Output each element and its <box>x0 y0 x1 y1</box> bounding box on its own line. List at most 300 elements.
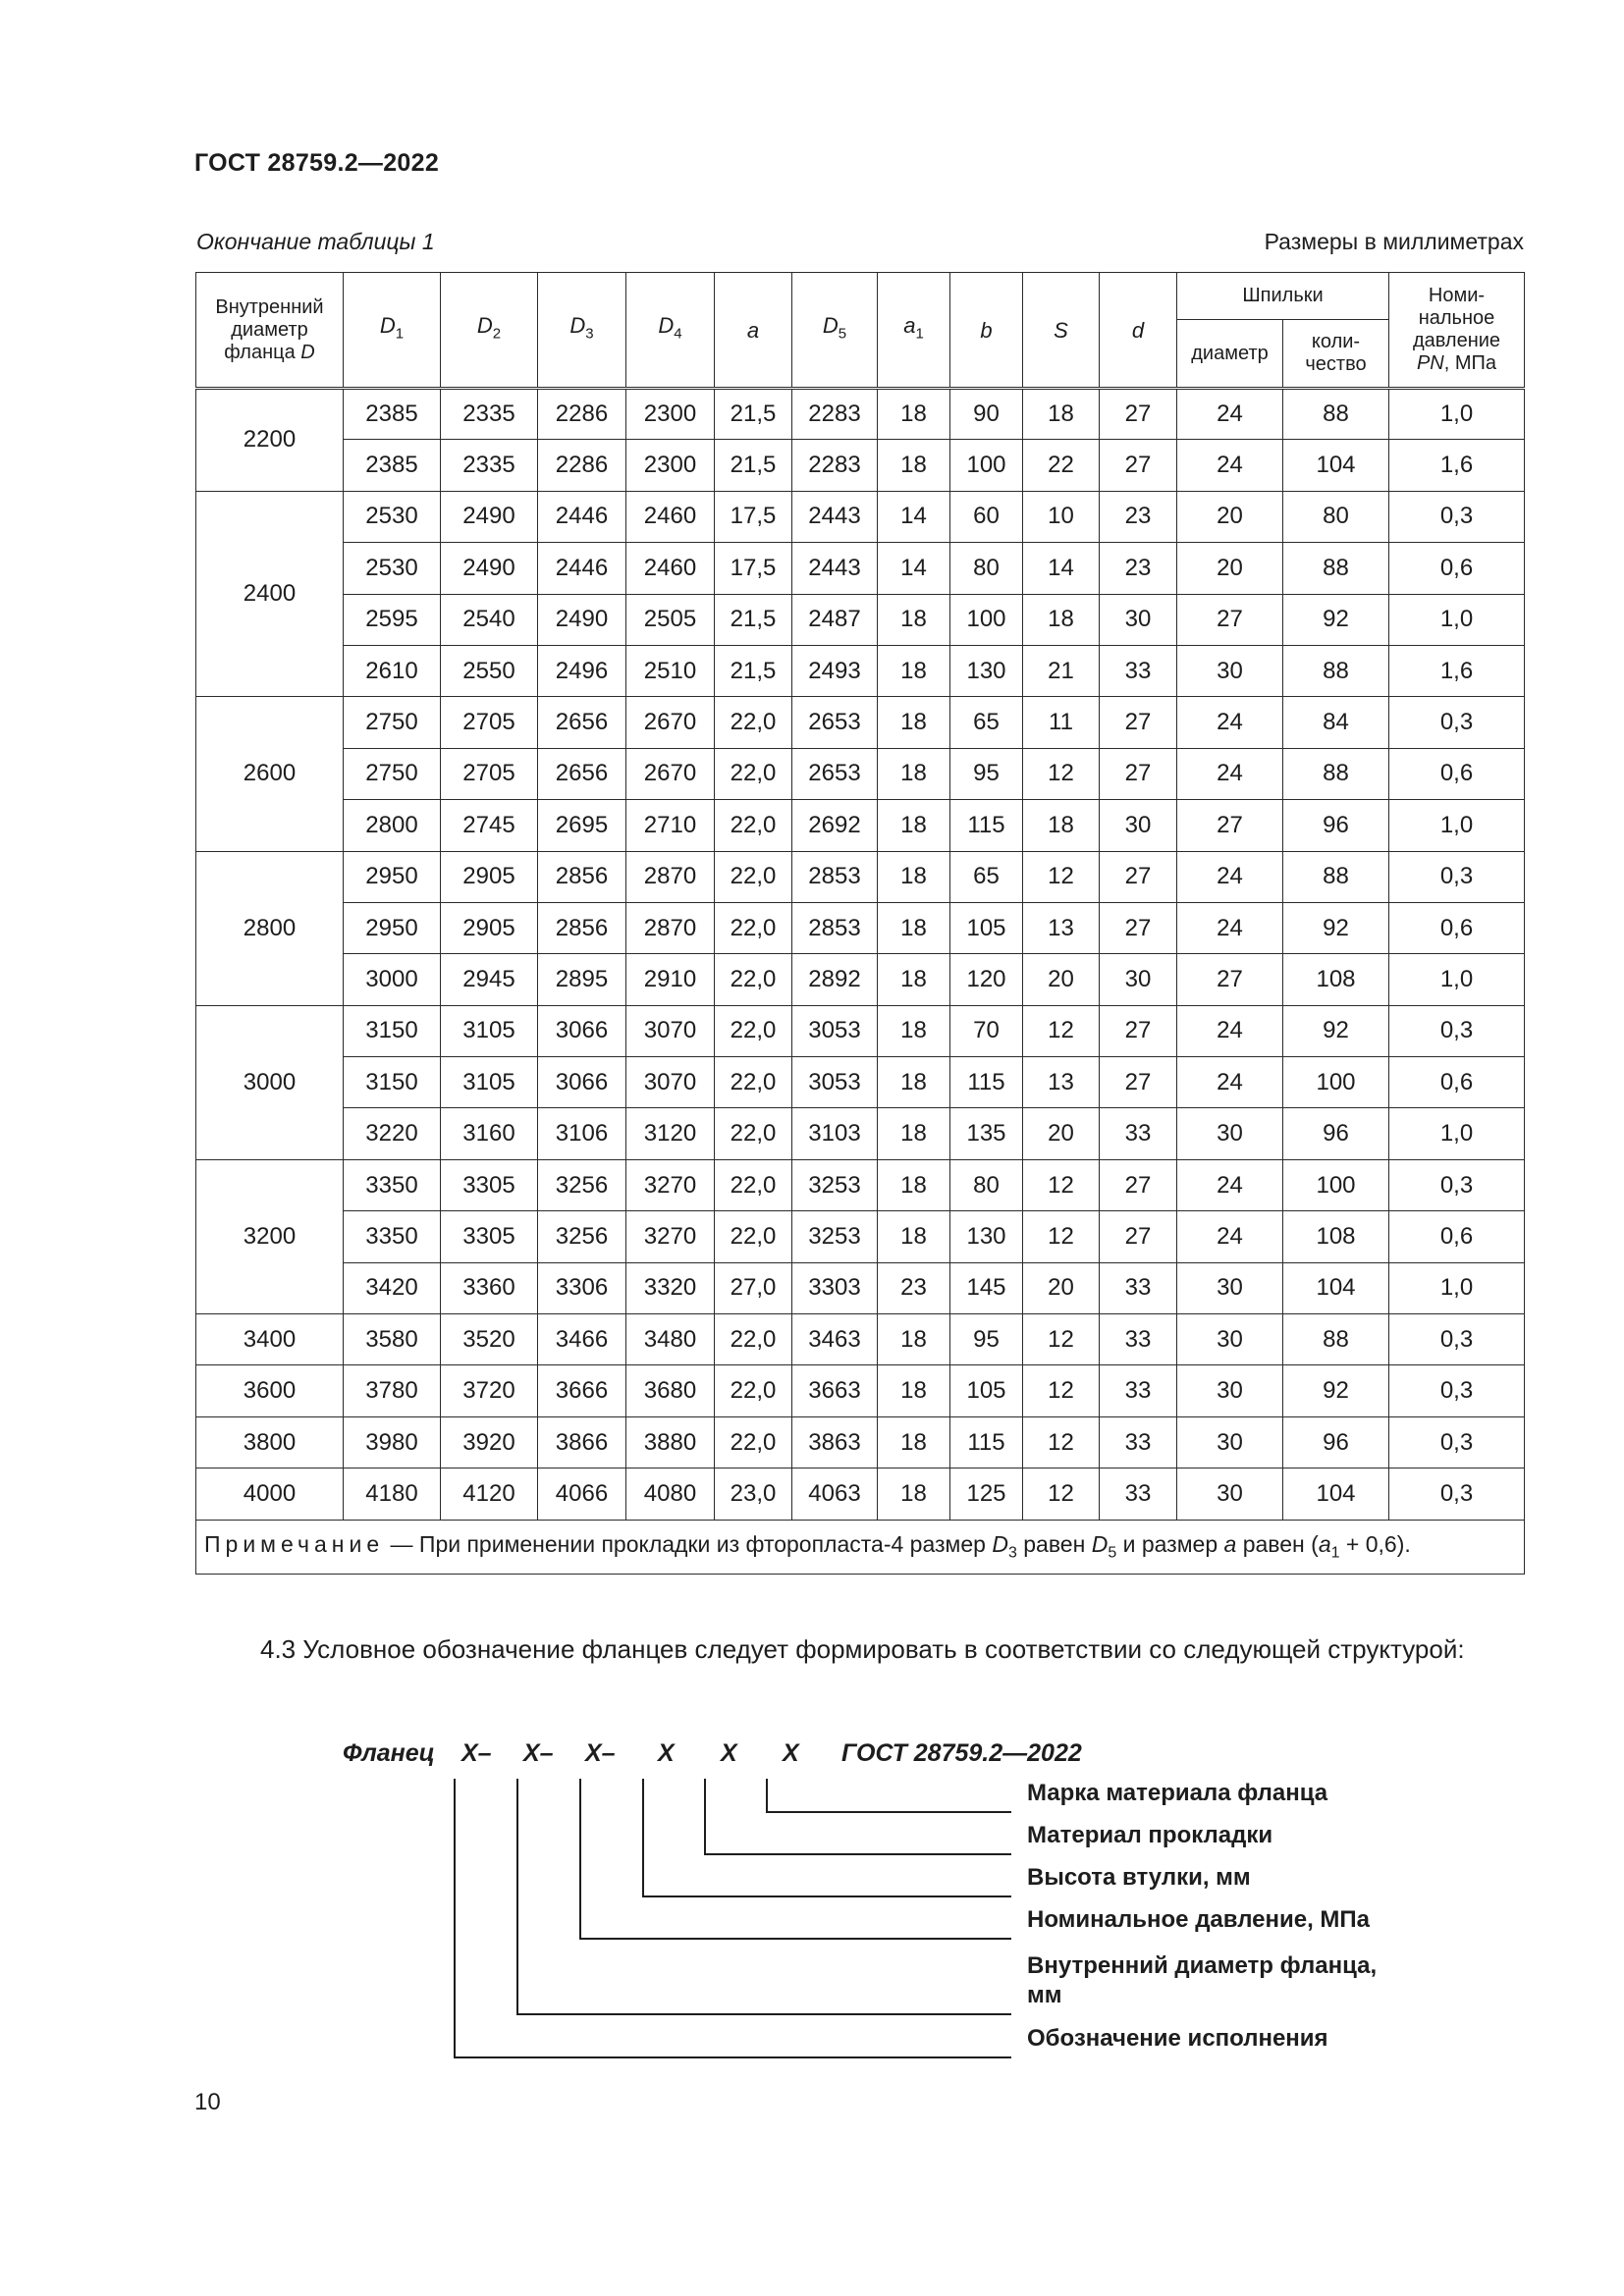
table-cell: 11 <box>1023 697 1100 748</box>
table-cell: 2283 <box>792 440 878 491</box>
table-cell: 30 <box>1100 800 1177 851</box>
table-cell: 1,0 <box>1389 389 1525 440</box>
table-cell: 27,0 <box>715 1262 792 1313</box>
table-cell: 18 <box>878 440 950 491</box>
table-continuation-caption: Окончание таблицы 1 <box>196 229 435 254</box>
table-cell: 1,0 <box>1389 1108 1525 1159</box>
table-cell: 27 <box>1100 851 1177 902</box>
table-cell: 3256 <box>538 1211 626 1262</box>
row-group-inner-diameter: 2400 <box>196 491 344 697</box>
table-cell: 12 <box>1023 1468 1100 1520</box>
table-cell: 2490 <box>441 491 538 542</box>
table-cell: 3105 <box>441 1057 538 1108</box>
table-cell: 24 <box>1177 1211 1283 1262</box>
table-cell: 2892 <box>792 954 878 1005</box>
table-cell: 23 <box>878 1262 950 1313</box>
table-cell: 2335 <box>441 389 538 440</box>
table-cell: 22 <box>1023 440 1100 491</box>
table-cell: 3663 <box>792 1365 878 1416</box>
table-cell: 3053 <box>792 1057 878 1108</box>
table-cell: 60 <box>950 491 1023 542</box>
table-cell: 2443 <box>792 543 878 594</box>
table-cell: 2493 <box>792 645 878 696</box>
table-cell: 2540 <box>441 594 538 645</box>
table-cell: 2853 <box>792 851 878 902</box>
table-cell: 22,0 <box>715 1057 792 1108</box>
table-cell: 3150 <box>344 1005 441 1056</box>
table-cell: 18 <box>878 1159 950 1210</box>
table-cell: 30 <box>1177 645 1283 696</box>
table-cell: 3920 <box>441 1416 538 1468</box>
table-cell: 3306 <box>538 1262 626 1313</box>
table-cell: 3863 <box>792 1416 878 1468</box>
table-cell: 33 <box>1100 1416 1177 1468</box>
table-cell: 3866 <box>538 1416 626 1468</box>
table-cell: 3105 <box>441 1005 538 1056</box>
table-cell: 88 <box>1283 1314 1389 1365</box>
table-cell: 70 <box>950 1005 1023 1056</box>
label-nominal-pressure: Номинальное давление, МПа <box>1027 1906 1371 1933</box>
table-cell: 104 <box>1283 1262 1389 1313</box>
label-hub-height: Высота втулки, мм <box>1027 1864 1251 1891</box>
table-cell: 23,0 <box>715 1468 792 1520</box>
table-cell: 3463 <box>792 1314 878 1365</box>
table-cell: 0,3 <box>1389 1159 1525 1210</box>
row-group-inner-diameter: 3200 <box>196 1159 344 1313</box>
table-cell: 1,0 <box>1389 954 1525 1005</box>
table-cell: 18 <box>878 1211 950 1262</box>
table-cell: 2460 <box>626 543 715 594</box>
table-cell: 95 <box>950 1314 1023 1365</box>
table-cell: 18 <box>878 1416 950 1468</box>
table-cell: 1,0 <box>1389 1262 1525 1313</box>
table-cell: 2950 <box>344 851 441 902</box>
table-cell: 0,3 <box>1389 697 1525 748</box>
table-cell: 0,3 <box>1389 1005 1525 1056</box>
header-inner-diameter: Внутренний диаметр фланца D <box>196 273 344 389</box>
table-cell: 24 <box>1177 1159 1283 1210</box>
designation-part-4: X <box>658 1739 675 1767</box>
table-cell: 2710 <box>626 800 715 851</box>
document-code: ГОСТ 28759.2—2022 <box>194 149 440 177</box>
table-cell: 33 <box>1100 1108 1177 1159</box>
table-cell: 95 <box>950 748 1023 799</box>
table-cell: 2870 <box>626 902 715 953</box>
table-cell: 88 <box>1283 389 1389 440</box>
table-cell: 2505 <box>626 594 715 645</box>
table-cell: 2705 <box>441 748 538 799</box>
row-group-inner-diameter: 2200 <box>196 389 344 492</box>
label-gasket-material: Материал прокладки <box>1027 1822 1273 1848</box>
table-cell: 3466 <box>538 1314 626 1365</box>
label-inner-diameter: Внутренний диаметр фланца, <box>1027 1952 1378 1979</box>
table-cell: 3120 <box>626 1108 715 1159</box>
table-cell: 2670 <box>626 748 715 799</box>
label-flange-material: Марка материала фланца <box>1027 1780 1328 1806</box>
table-cell: 3580 <box>344 1314 441 1365</box>
table-cell: 27 <box>1100 1159 1177 1210</box>
table-cell: 18 <box>878 389 950 440</box>
table-cell: 24 <box>1177 1057 1283 1108</box>
table-cell: 92 <box>1283 1005 1389 1056</box>
table-cell: 4120 <box>441 1468 538 1520</box>
table-cell: 18 <box>878 902 950 953</box>
table-cell: 27 <box>1177 954 1283 1005</box>
table-cell: 24 <box>1177 389 1283 440</box>
table-cell: 2490 <box>441 543 538 594</box>
table-cell: 18 <box>878 1314 950 1365</box>
table-cell: 104 <box>1283 1468 1389 1520</box>
table-cell: 2656 <box>538 748 626 799</box>
table-cell: 90 <box>950 389 1023 440</box>
table-cell: 80 <box>950 1159 1023 1210</box>
table-cell: 2653 <box>792 748 878 799</box>
table-cell: 27 <box>1100 748 1177 799</box>
table-cell: 0,6 <box>1389 748 1525 799</box>
table-cell: 18 <box>878 697 950 748</box>
table-cell: 20 <box>1023 954 1100 1005</box>
header-d4: $D_4$ <box>626 273 715 389</box>
table-cell: 12 <box>1023 1365 1100 1416</box>
table-cell: 2550 <box>441 645 538 696</box>
row-group-inner-diameter: 3800 <box>196 1416 344 1468</box>
table-cell: 2446 <box>538 543 626 594</box>
table-cell: 24 <box>1177 902 1283 953</box>
table-cell: 0,3 <box>1389 1468 1525 1520</box>
table-cell: 27 <box>1100 1057 1177 1108</box>
table-cell: 4066 <box>538 1468 626 1520</box>
table-cell: 3780 <box>344 1365 441 1416</box>
table-cell: 2510 <box>626 645 715 696</box>
table-cell: 30 <box>1177 1365 1283 1416</box>
table-cell: 2530 <box>344 543 441 594</box>
header-d3: $D_3$ <box>538 273 626 389</box>
table-cell: 2692 <box>792 800 878 851</box>
table-cell: 2750 <box>344 697 441 748</box>
table-cell: 12 <box>1023 748 1100 799</box>
table-cell: 30 <box>1100 954 1177 1005</box>
table-cell: 27 <box>1177 800 1283 851</box>
designation-part-2: X– <box>523 1739 554 1767</box>
header-a: a <box>715 273 792 389</box>
row-group-inner-diameter: 4000 <box>196 1468 344 1520</box>
table-cell: 2800 <box>344 800 441 851</box>
table-cell: 18 <box>878 594 950 645</box>
table-cell: 3220 <box>344 1108 441 1159</box>
table-cell: 3666 <box>538 1365 626 1416</box>
header-d: d <box>1100 273 1177 389</box>
row-group-inner-diameter: 2600 <box>196 697 344 851</box>
table-cell: 20 <box>1177 543 1283 594</box>
table-cell: 2385 <box>344 389 441 440</box>
table-cell: 18 <box>878 800 950 851</box>
table-cell: 3360 <box>441 1262 538 1313</box>
designation-paragraph: 4.3 Условное обозначение фланцев следует формировать в соответствии со следующей структурой: <box>260 1634 1465 1664</box>
table-cell: 22,0 <box>715 1416 792 1468</box>
table-cell: 88 <box>1283 851 1389 902</box>
table-cell: 2656 <box>538 697 626 748</box>
table-cell: 2945 <box>441 954 538 1005</box>
table-cell: 18 <box>878 1057 950 1108</box>
table-cell: 21,5 <box>715 645 792 696</box>
table-cell: 22,0 <box>715 1159 792 1210</box>
table-cell: 2283 <box>792 389 878 440</box>
table-cell: 17,5 <box>715 543 792 594</box>
table-cell: 2870 <box>626 851 715 902</box>
table-cell: 3053 <box>792 1005 878 1056</box>
table-cell: 20 <box>1177 491 1283 542</box>
table-cell: 0,6 <box>1389 1057 1525 1108</box>
table-cell: 3066 <box>538 1005 626 1056</box>
table-cell: 100 <box>950 594 1023 645</box>
table-cell: 2895 <box>538 954 626 1005</box>
table-cell: 2905 <box>441 902 538 953</box>
table-cell: 0,3 <box>1389 1365 1525 1416</box>
table-cell: 33 <box>1100 645 1177 696</box>
table-cell: 12 <box>1023 1211 1100 1262</box>
table-cell: 4180 <box>344 1468 441 1520</box>
table-cell: 125 <box>950 1468 1023 1520</box>
table-cell: 2610 <box>344 645 441 696</box>
table-cell: 14 <box>878 543 950 594</box>
table-cell: 22,0 <box>715 1211 792 1262</box>
table-cell: 20 <box>1023 1108 1100 1159</box>
table-cell: 10 <box>1023 491 1100 542</box>
table-cell: 3980 <box>344 1416 441 1468</box>
table-cell: 24 <box>1177 697 1283 748</box>
table-cell: 12 <box>1023 1314 1100 1365</box>
designation-part-1: X– <box>461 1739 492 1767</box>
table-cell: 27 <box>1100 697 1177 748</box>
table-cell: 2653 <box>792 697 878 748</box>
table-cell: 1,6 <box>1389 645 1525 696</box>
table-cell: 2496 <box>538 645 626 696</box>
table-cell: 0,3 <box>1389 1314 1525 1365</box>
table-cell: 80 <box>950 543 1023 594</box>
table-cell: 2670 <box>626 697 715 748</box>
table-cell: 108 <box>1283 954 1389 1005</box>
table-cell: 2856 <box>538 851 626 902</box>
designation-part-6: X <box>783 1739 799 1767</box>
table-cell: 3350 <box>344 1211 441 1262</box>
table-cell: 3520 <box>441 1314 538 1365</box>
table-cell: 18 <box>878 1108 950 1159</box>
table-note: Примечание — При применении прокладки из фторопласта-4 размер $D_3$ равен $D_5$ и размер a равен $(a_1 + 0,6)$. <box>196 1520 1525 1575</box>
table-cell: 3305 <box>441 1159 538 1210</box>
table-cell: 3066 <box>538 1057 626 1108</box>
table-cell: 18 <box>878 851 950 902</box>
table-cell: 96 <box>1283 1416 1389 1468</box>
table-cell: 105 <box>950 1365 1023 1416</box>
table-cell: 3303 <box>792 1262 878 1313</box>
table-cell: 2460 <box>626 491 715 542</box>
table-cell: 21,5 <box>715 440 792 491</box>
table-cell: 0,6 <box>1389 1211 1525 1262</box>
table-cell: 3270 <box>626 1211 715 1262</box>
header-s: S <box>1023 273 1100 389</box>
table-cell: 115 <box>950 800 1023 851</box>
table-cell: 4080 <box>626 1468 715 1520</box>
table-cell: 92 <box>1283 594 1389 645</box>
table-cell: 23 <box>1100 543 1177 594</box>
table-cell: 96 <box>1283 800 1389 851</box>
table-cell: 21,5 <box>715 594 792 645</box>
table-cell: 24 <box>1177 1005 1283 1056</box>
table-cell: 24 <box>1177 748 1283 799</box>
table-cell: 13 <box>1023 902 1100 953</box>
table-cell: 2705 <box>441 697 538 748</box>
table-cell: 0,3 <box>1389 851 1525 902</box>
table-cell: 3253 <box>792 1211 878 1262</box>
table-cell: 2487 <box>792 594 878 645</box>
table-cell: 0,3 <box>1389 1416 1525 1468</box>
table-cell: 27 <box>1100 389 1177 440</box>
table-cell: 3880 <box>626 1416 715 1468</box>
table-cell: 2950 <box>344 902 441 953</box>
table-cell: 27 <box>1100 1211 1177 1262</box>
table-cell: 2750 <box>344 748 441 799</box>
table-cell: 22,0 <box>715 1314 792 1365</box>
table-cell: 27 <box>1100 902 1177 953</box>
note-label: Примечание <box>204 1530 385 1557</box>
label-version-designation: Обозначение исполнения <box>1027 2025 1328 2052</box>
table-cell: 130 <box>950 645 1023 696</box>
table-cell: 33 <box>1100 1314 1177 1365</box>
table-cell: 12 <box>1023 1005 1100 1056</box>
table-cell: 23 <box>1100 491 1177 542</box>
designation-leader-lines <box>455 1779 1011 2057</box>
table-cell: 100 <box>1283 1159 1389 1210</box>
table-cell: 88 <box>1283 748 1389 799</box>
table-cell: 115 <box>950 1057 1023 1108</box>
header-studs: Шпильки <box>1177 273 1389 320</box>
table-cell: 22,0 <box>715 954 792 1005</box>
table-cell: 3150 <box>344 1057 441 1108</box>
table-cell: 2300 <box>626 389 715 440</box>
table-cell: 2530 <box>344 491 441 542</box>
table-cell: 2745 <box>441 800 538 851</box>
table-cell: 115 <box>950 1416 1023 1468</box>
table-cell: 24 <box>1177 851 1283 902</box>
table-cell: 18 <box>878 954 950 1005</box>
table-cell: 100 <box>1283 1057 1389 1108</box>
row-group-inner-diameter: 3000 <box>196 1005 344 1159</box>
table-cell: 2856 <box>538 902 626 953</box>
table-cell: 3720 <box>441 1365 538 1416</box>
table-cell: 3070 <box>626 1057 715 1108</box>
table-cell: 30 <box>1177 1108 1283 1159</box>
table-cell: 3160 <box>441 1108 538 1159</box>
table-cell: 3420 <box>344 1262 441 1313</box>
table-cell: 14 <box>878 491 950 542</box>
table-cell: 3103 <box>792 1108 878 1159</box>
header-stud-diameter: диаметр <box>1177 320 1283 389</box>
table-cell: 22,0 <box>715 1108 792 1159</box>
table-cell: 84 <box>1283 697 1389 748</box>
designation-part-5: X <box>721 1739 737 1767</box>
label-inner-diameter-unit: мм <box>1027 1982 1062 2008</box>
table-cell: 2595 <box>344 594 441 645</box>
header-stud-count: коли- чество <box>1283 320 1389 389</box>
table-cell: 30 <box>1177 1262 1283 1313</box>
table-cell: 18 <box>1023 594 1100 645</box>
table-units-caption: Размеры в миллиметрах <box>1264 229 1524 254</box>
designation-prefix: Фланец <box>343 1739 435 1767</box>
table-cell: 30 <box>1177 1468 1283 1520</box>
table-cell: 3000 <box>344 954 441 1005</box>
table-cell: 3320 <box>626 1262 715 1313</box>
table-cell: 2335 <box>441 440 538 491</box>
table-cell: 33 <box>1100 1468 1177 1520</box>
table-cell: 27 <box>1177 594 1283 645</box>
table-cell: 3480 <box>626 1314 715 1365</box>
table-cell: 2695 <box>538 800 626 851</box>
table-cell: 108 <box>1283 1211 1389 1262</box>
table-cell: 0,3 <box>1389 491 1525 542</box>
table-cell: 18 <box>878 1365 950 1416</box>
table-cell: 21,5 <box>715 389 792 440</box>
table-cell: 135 <box>950 1108 1023 1159</box>
table-cell: 18 <box>878 1468 950 1520</box>
table-cell: 105 <box>950 902 1023 953</box>
header-d1: $D_1$ <box>344 273 441 389</box>
table-cell: 33 <box>1100 1365 1177 1416</box>
table-cell: 65 <box>950 697 1023 748</box>
table-cell: 2853 <box>792 902 878 953</box>
table-cell: 130 <box>950 1211 1023 1262</box>
table-cell: 22,0 <box>715 1365 792 1416</box>
table-cell: 3070 <box>626 1005 715 1056</box>
table-cell: 104 <box>1283 440 1389 491</box>
table-cell: 17,5 <box>715 491 792 542</box>
table-cell: 2446 <box>538 491 626 542</box>
table-cell: 2286 <box>538 440 626 491</box>
table-cell: 2385 <box>344 440 441 491</box>
table-cell: 0,6 <box>1389 902 1525 953</box>
table-cell: 2905 <box>441 851 538 902</box>
header-b: b <box>950 273 1023 389</box>
table-cell: 92 <box>1283 1365 1389 1416</box>
table-cell: 22,0 <box>715 697 792 748</box>
table-cell: 3253 <box>792 1159 878 1210</box>
table-cell: 22,0 <box>715 748 792 799</box>
table-cell: 100 <box>950 440 1023 491</box>
table-cell: 18 <box>1023 389 1100 440</box>
designation-standard: ГОСТ 28759.2—2022 <box>841 1739 1082 1767</box>
table-cell: 65 <box>950 851 1023 902</box>
table-cell: 3256 <box>538 1159 626 1210</box>
table-cell: 12 <box>1023 851 1100 902</box>
table-cell: 18 <box>878 645 950 696</box>
table-cell: 3305 <box>441 1211 538 1262</box>
table-cell: 22,0 <box>715 902 792 953</box>
table-cell: 27 <box>1100 1005 1177 1056</box>
table-cell: 4063 <box>792 1468 878 1520</box>
table-cell: 12 <box>1023 1416 1100 1468</box>
row-group-inner-diameter: 3600 <box>196 1365 344 1416</box>
table-cell: 145 <box>950 1262 1023 1313</box>
table-cell: 14 <box>1023 543 1100 594</box>
page-number: 10 <box>194 2089 221 2115</box>
table-cell: 21 <box>1023 645 1100 696</box>
table-cell: 3270 <box>626 1159 715 1210</box>
table-cell: 2443 <box>792 491 878 542</box>
table-cell: 1,6 <box>1389 440 1525 491</box>
row-group-inner-diameter: 2800 <box>196 851 344 1005</box>
table-cell: 92 <box>1283 902 1389 953</box>
table-cell: 24 <box>1177 440 1283 491</box>
table-cell: 30 <box>1177 1314 1283 1365</box>
